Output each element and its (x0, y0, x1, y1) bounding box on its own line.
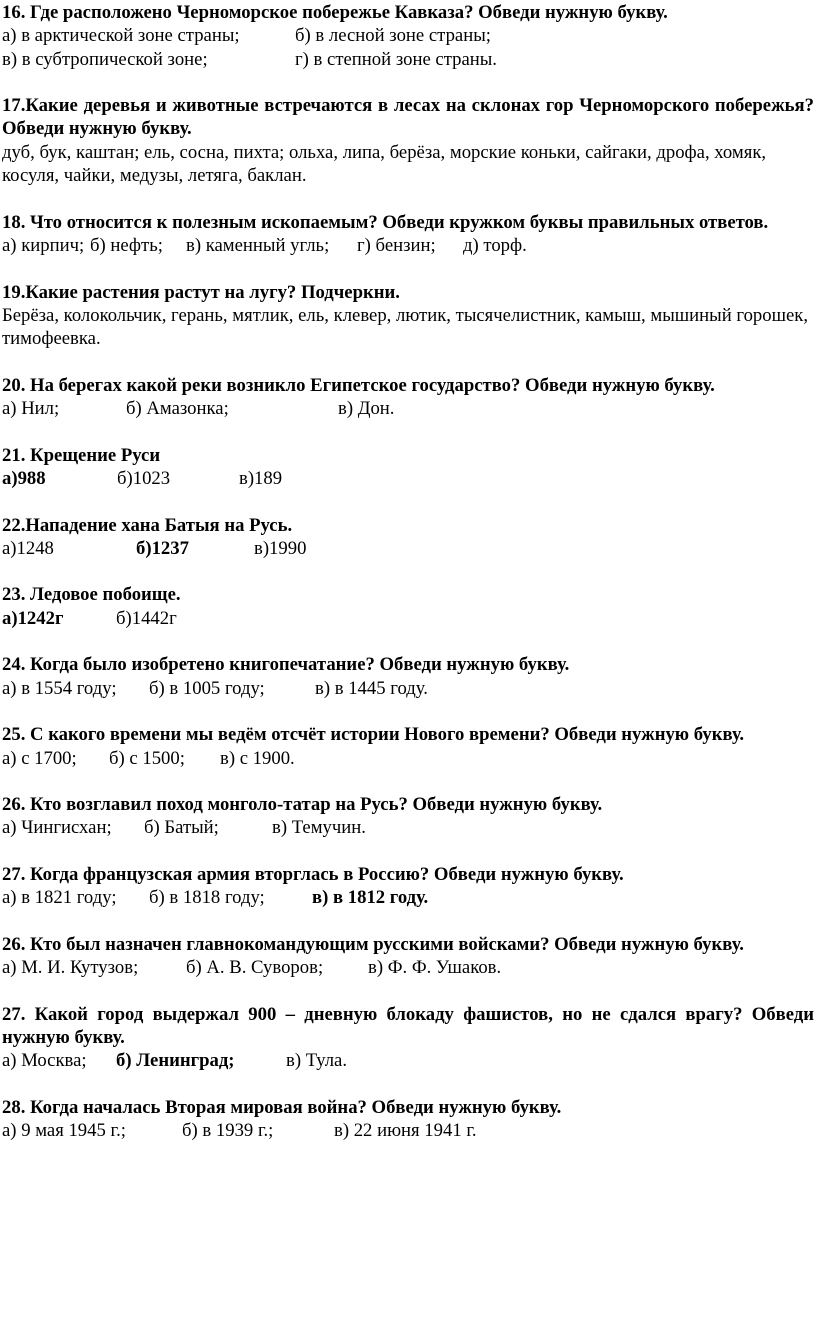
question-27-second (2, 1003, 814, 1073)
answer-option-a: а)1248 (2, 537, 54, 559)
answer-option-v: в) в субтропической зоне; (2, 48, 208, 70)
answer-row (2, 747, 814, 770)
question-title: 22.Нападение хана Батыя на Русь. (2, 514, 293, 536)
answer-option-v: в) Дон. (338, 398, 395, 420)
answer-option-v: в) Тула. (286, 1050, 348, 1072)
question-title: 24. Когда было изобретено книгопечатание? Обведи нужную букву. (2, 654, 570, 676)
answer-row (2, 1119, 814, 1142)
answer-option-v: в) в 1812 году. (312, 887, 429, 909)
question-23 (2, 583, 814, 630)
answer-option-v: в)189 (239, 467, 283, 489)
question-16 (2, 1, 814, 71)
answer-option-v: в) 22 июня 1941 г. (334, 1120, 477, 1142)
answer-row (2, 886, 814, 909)
question-title: 19.Какие растения растут на лугу? Подчеркни. (2, 281, 400, 303)
answer-row (2, 24, 814, 47)
answer-option-a: а)988 (2, 467, 46, 489)
question-25 (2, 723, 814, 770)
answer-option-b: б)1442г (116, 607, 177, 629)
question-title: 27. Когда французская армия вторглась в Россию? Обведи нужную букву. (2, 863, 624, 885)
question-26-first (2, 793, 814, 840)
question-title: 21. Крещение Руси (2, 444, 161, 466)
question-title: 28. Когда началась Вторая мировая война? Обведи нужную букву. (2, 1096, 562, 1118)
question-27-first (2, 863, 814, 910)
answer-option-b: б) в 1005 году; (149, 677, 265, 699)
answer-option-v: в) каменный угль; (186, 234, 330, 256)
question-28 (2, 1096, 814, 1143)
answer-option-a: а) в арктической зоне страны; (2, 25, 240, 47)
answer-row (2, 537, 814, 560)
answer-row (2, 607, 814, 630)
answer-option-a: а) в 1821 году; (2, 887, 117, 909)
answer-text: дуб, бук, каштан; ель, сосна, пихта; ольха, липа, берёза, морские коньки, сайгаки, дрофа, хомяк, косуля, чайки, медузы, летяга, баклан. (2, 141, 767, 187)
answer-option-a: а) Чингисхан; (2, 817, 112, 839)
question-title: 16. Где расположено Черноморское побережье Кавказа? Обведи нужную букву. (2, 2, 668, 23)
answer-option-a: а) кирпич; (2, 234, 85, 256)
answer-option-a: а) Нил; (2, 398, 60, 420)
answer-option-b: б) Батый; (144, 817, 219, 839)
answer-option-v: в) Ф. Ф. Ушаков. (368, 957, 502, 979)
answer-text: Берёза, колокольчик, герань, мятлик, ель, клевер, лютик, тысячелистник, камыш, мышиный горошек, тимофеевка. (2, 304, 809, 350)
answer-option-a: а) М. И. Кутузов; (2, 957, 139, 979)
question-title: 25. С какого времени мы ведём отсчёт истории Нового времени? Обведи нужную букву. (2, 724, 745, 746)
question-22 (2, 514, 814, 561)
answer-option-b: б) в 1818 году; (149, 887, 265, 909)
question-title: 20. На берегах какой реки возникло Египетское государство? Обведи нужную букву. (2, 374, 715, 396)
answer-option-a: а) в 1554 году; (2, 677, 117, 699)
question-title: 18. Что относится к полезным ископаемым? Обведи кружком буквы правильных ответов. (2, 211, 769, 233)
question-title: 26. Кто возглавил поход монголо-татар на Русь? Обведи нужную букву. (2, 794, 603, 816)
answer-option-g: г) в степной зоне страны. (295, 48, 497, 70)
answer-option-b: б) в лесной зоне страны; (295, 25, 491, 47)
answer-option-a: а) с 1700; (2, 747, 77, 769)
answer-option-d: д) торф. (463, 234, 527, 256)
answer-row (2, 467, 814, 490)
answer-option-a: а)1242г (2, 607, 64, 629)
answer-row (2, 816, 814, 839)
answer-row (2, 48, 814, 71)
answer-option-a: а) Москва; (2, 1050, 87, 1072)
question-17 (2, 94, 814, 187)
question-20 (2, 374, 814, 421)
answer-row (2, 677, 814, 700)
answer-row (2, 1049, 814, 1072)
answer-row (2, 234, 814, 257)
answer-row (2, 397, 814, 420)
answer-option-a: а) 9 мая 1945 г.; (2, 1120, 126, 1142)
answer-option-v: в) Темучин. (272, 817, 366, 839)
answer-option-v: в) в 1445 году. (315, 677, 428, 699)
answer-option-b: б) в 1939 г.; (182, 1120, 274, 1142)
question-title: 23. Ледовое побоище. (2, 584, 181, 606)
answer-option-g: г) бензин; (357, 234, 436, 256)
answer-row (2, 956, 814, 979)
question-24 (2, 653, 814, 700)
question-26-second (2, 933, 814, 980)
answer-option-b: б) Амазонка; (126, 398, 229, 420)
answer-option-b: б) А. В. Суворов; (186, 957, 324, 979)
question-title: 27. Какой город выдержал 900 – дневную блокаду фашистов, но не сдался врагу? Обведи нужную букву. (2, 1003, 814, 1049)
answer-option-b: б)1023 (117, 467, 171, 489)
answer-option-v: в)1990 (254, 537, 307, 559)
question-title: 17.Какие деревья и животные встречаются в лесах на склонах гор Черноморского побережья? Обведи нужную букву. (2, 95, 814, 140)
question-title: 26. Кто был назначен главнокомандующим русскими войсками? Обведи нужную букву. (2, 933, 744, 955)
answer-option-b: б) с 1500; (109, 747, 185, 769)
question-18 (2, 211, 814, 258)
question-21 (2, 444, 814, 491)
answer-option-v: в) с 1900. (220, 747, 295, 769)
question-19 (2, 281, 814, 351)
answer-option-b: б) Ленинград; (116, 1050, 235, 1072)
answer-option-b: б)1237 (136, 537, 189, 559)
answer-option-b: б) нефть; (90, 234, 163, 256)
